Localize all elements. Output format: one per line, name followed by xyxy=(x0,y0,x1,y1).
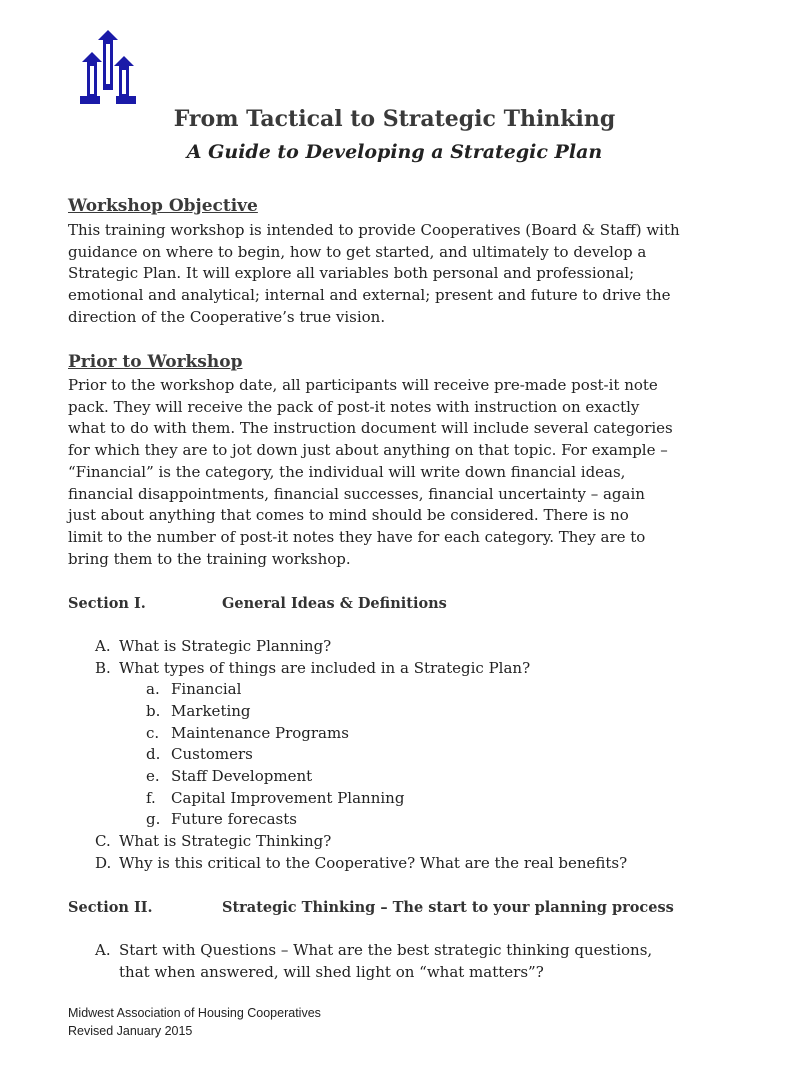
section-1-item-d xyxy=(95,853,628,875)
item-text: Start with Questions – What are the best strategic thinking questions, xyxy=(119,941,653,959)
item-text: Financial xyxy=(171,680,242,698)
item-marker: b. xyxy=(146,702,161,720)
prior-line: Prior to the workshop date, all participants will receive pre-made post-it note xyxy=(68,376,658,394)
item-text: Maintenance Programs xyxy=(171,724,349,742)
section-2-item-a-continuation: that when answered, will shed light on “what matters”? xyxy=(119,963,544,981)
item-text: Future forecasts xyxy=(171,810,297,828)
item-marker: g. xyxy=(146,810,161,828)
section-1-subitem xyxy=(146,809,297,831)
section-1-item-a xyxy=(95,636,332,658)
item-marker: A. xyxy=(95,941,111,959)
item-text: Customers xyxy=(171,745,253,763)
objective-paragraph xyxy=(68,220,740,329)
item-marker: f. xyxy=(146,789,156,807)
section-1-title: General Ideas & Definitions xyxy=(222,595,447,612)
section-1-item-c xyxy=(95,831,332,853)
item-text: What is Strategic Thinking? xyxy=(119,832,332,850)
prior-heading: Prior to Workshop xyxy=(68,352,243,372)
item-marker: D. xyxy=(95,854,112,872)
footer-revision: Revised January 2015 xyxy=(68,1024,193,1038)
prior-line: financial disappointments, financial successes, financial uncertainty – again xyxy=(68,484,645,503)
objective-line: guidance on where to begin, how to get started, and ultimately to develop a xyxy=(68,242,647,261)
prior-line: just about anything that comes to mind should be considered. There is no xyxy=(68,506,629,525)
section-1-item-b xyxy=(95,658,531,680)
item-text: Capital Improvement Planning xyxy=(171,789,405,807)
prior-line: bring them to the training workshop. xyxy=(68,549,351,568)
item-marker: C. xyxy=(95,832,111,850)
item-marker: c. xyxy=(146,724,160,742)
section-1-label: Section I. xyxy=(68,595,146,612)
section-2-label: Section II. xyxy=(68,899,153,916)
item-marker: e. xyxy=(146,767,160,785)
item-marker: A. xyxy=(95,637,111,655)
footer-organization: Midwest Association of Housing Cooperatives xyxy=(68,1006,321,1020)
section-1-subitem xyxy=(146,679,242,701)
objective-heading: Workshop Objective xyxy=(68,196,258,216)
section-2-title: Strategic Thinking – The start to your planning process xyxy=(222,899,674,916)
section-1-subitem xyxy=(146,744,253,766)
prior-line: for which they are to jot down just about anything on that topic. For example – xyxy=(68,441,668,460)
section-2-item-a xyxy=(95,940,653,962)
section-1-subitem xyxy=(146,766,313,788)
item-marker: a. xyxy=(146,680,160,698)
prior-line: “Financial” is the category, the individual will write down financial ideas, xyxy=(68,462,626,481)
item-text: What is Strategic Planning? xyxy=(119,637,332,655)
page-subtitle: A Guide to Developing a Strategic Plan xyxy=(186,141,603,163)
section-1-subitem xyxy=(146,723,349,745)
objective-line: emotional and analytical; internal and external; present and future to drive the xyxy=(68,286,671,305)
prior-line: what to do with them. The instruction document will include several categories xyxy=(68,419,673,438)
objective-line: This training workshop is intended to provide Cooperatives (Board & Staff) with xyxy=(68,221,680,239)
objective-line: direction of the Cooperative’s true vision. xyxy=(68,307,386,326)
item-text: What types of things are included in a Strategic Plan? xyxy=(119,659,531,677)
item-marker: d. xyxy=(146,745,161,763)
prior-line: limit to the number of post-it notes they have for each category. They are to xyxy=(68,527,646,546)
item-text: Staff Development xyxy=(171,767,313,785)
item-text: Why is this critical to the Cooperative? What are the real benefits? xyxy=(119,854,628,872)
section-1-subitem xyxy=(146,701,251,723)
prior-paragraph xyxy=(68,375,740,570)
page-footer xyxy=(68,1004,321,1040)
objective-line: Strategic Plan. It will explore all variables both personal and professional; xyxy=(68,264,635,283)
page-title: From Tactical to Strategic Thinking xyxy=(173,106,616,132)
section-1-subitem xyxy=(146,788,405,810)
prior-line: pack. They will receive the pack of post-it notes with instruction on exactly xyxy=(68,397,640,416)
cooperative-logo-icon xyxy=(80,30,136,104)
item-marker: B. xyxy=(95,659,111,677)
item-text: Marketing xyxy=(171,702,251,720)
